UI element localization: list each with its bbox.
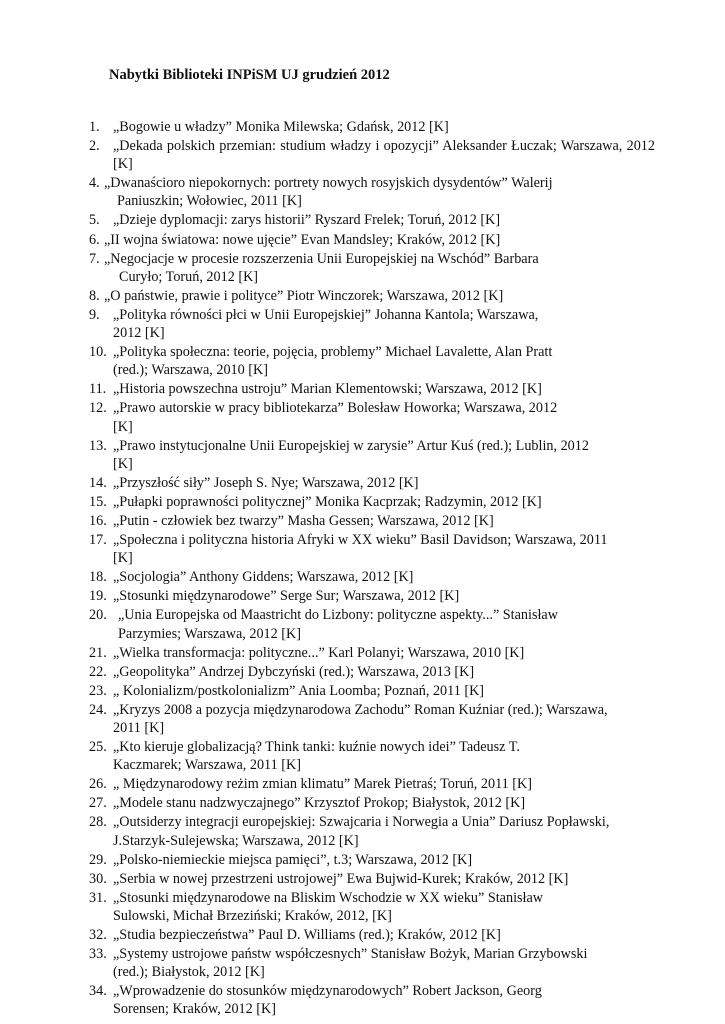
item-text: „Geopolityka” Andrzej Dybczyński (red.); Warszawa, 2013 [K] xyxy=(113,663,475,680)
item-number: 25. xyxy=(89,739,107,756)
item-text: „Polityka równości płci w Unii Europejskiej” Johanna Kantola; Warszawa, 2012 [K] xyxy=(113,306,539,342)
item-text: „Studia bezpieczeństwa” Paul D. Williams (red.); Kraków, 2012 [K] xyxy=(113,927,501,944)
list-item xyxy=(0,945,725,981)
item-text: „Prawo instytucjonalne Unii Europejskiej w zarysie” Artur Kuś (red.); Lublin, 2012 [K] xyxy=(113,437,589,472)
item-text: „Historia powszechna ustroju” Marian Klementowski; Warszawa, 2012 [K] xyxy=(113,381,542,398)
item-text: „Stosunki międzynarodowe” Serge Sur; Warszawa, 2012 [K] xyxy=(113,588,460,605)
item-text: „Prawo autorskie w pracy bibliotekarza” Bolesław Howorka; Warszawa, 2012 [K] xyxy=(113,400,558,435)
item-text: „O państwie, prawie i polityce” Piotr Winczorek; Warszawa, 2012 [K] xyxy=(104,287,504,304)
list-item xyxy=(0,982,725,1018)
item-number: 27. xyxy=(89,795,107,812)
item-text: „Putin - człowiek bez twarzy” Masha Gessen; Warszawa, 2012 [K] xyxy=(113,512,494,529)
item-number: 16. xyxy=(89,512,107,529)
item-number: 8. xyxy=(89,287,100,304)
item-text: „Polsko-niemieckie miejsca pamięci”, t.3; Warszawa, 2012 [K] xyxy=(113,851,473,868)
item-text: „Wielka transformacja: polityczne...” Karl Polanyi; Warszawa, 2010 [K] xyxy=(113,644,525,661)
list-item xyxy=(0,250,725,286)
item-number: 30. xyxy=(89,870,107,887)
item-text: „Bogowie u władzy” Monika Milewska; Gdańsk, 2012 [K] xyxy=(113,119,449,135)
item-number: 11. xyxy=(89,381,107,398)
item-text: „Modele stanu nadzwyczajnego” Krzysztof Prokop; Białystok, 2012 [K] xyxy=(113,795,526,812)
list-item xyxy=(0,137,725,173)
item-number: 15. xyxy=(89,493,107,510)
item-number: 18. xyxy=(89,569,107,586)
list-item xyxy=(0,851,725,869)
list-item xyxy=(0,568,725,586)
item-number: 4. xyxy=(89,175,100,192)
item-text: „Kto kieruje globalizacją? Think tanki: kuźnie nowych idei” Tadeusz T. Kaczmarek; Warszawa, 2011 [K] xyxy=(113,739,520,774)
item-number: 14. xyxy=(89,474,107,491)
item-number: 10. xyxy=(89,344,107,361)
item-text: „Pułapki poprawności politycznej” Monika Kacprzak; Radzymin, 2012 [K] xyxy=(113,493,542,510)
item-number: 22. xyxy=(89,663,107,680)
item-text: „Polityka społeczna: teorie, pojęcia, problemy” Michael Lavalette, Alan Pratt (red.); Warszawa, 2010 [K] xyxy=(113,344,553,379)
list-item xyxy=(0,399,725,435)
item-number: 23. xyxy=(89,682,107,699)
item-text: „Negocjacje w procesie rozszerzenia Unii Europejskiej na Wschód” Barbara Curyło; Toruń, 2012 [K] xyxy=(104,250,539,285)
item-number: 1. xyxy=(89,119,100,135)
item-text: „Dzieje dyplomacji: zarys historii” Ryszard Frelek; Toruń, 2012 [K] xyxy=(113,212,501,229)
item-text: „Outsiderzy integracji europejskiej: Szwajcaria i Norwegia a Unia” Dariusz Popławski, J.Starzyk-Sulejewska; Warszawa, 2012 [K] xyxy=(113,814,610,849)
acquisitions-list xyxy=(0,118,725,1020)
item-number: 19. xyxy=(89,588,107,605)
list-item xyxy=(0,531,725,567)
list-item xyxy=(0,889,725,925)
list-item xyxy=(0,644,725,662)
item-number: 33. xyxy=(89,946,107,963)
item-number: 28. xyxy=(89,814,107,831)
list-item xyxy=(0,287,725,305)
item-number: 20. xyxy=(89,607,107,624)
item-number: 29. xyxy=(89,851,107,868)
item-text: „Wprowadzenie do stosunków międzynarodowych” Robert Jackson, Georg Sorensen; Kraków, 2012 [K] xyxy=(113,983,542,1018)
item-text: „ Kolonializm/postkolonializm” Ania Loomba; Poznań, 2011 [K] xyxy=(113,682,485,699)
item-text: „Kryzys 2008 a pozycja międzynarodowa Zachodu” Roman Kuźniar (red.); Warszawa, 2011 [K] xyxy=(113,701,608,736)
item-number: 7. xyxy=(89,250,100,267)
item-text: „ Międzynarodowy reżim zmian klimatu” Marek Pietraś; Toruń, 2011 [K] xyxy=(113,776,532,793)
item-number: 34. xyxy=(89,983,107,1000)
list-item xyxy=(0,663,725,681)
list-item xyxy=(0,870,725,888)
item-text: „Dekada polskich przemian: studium władzy i opozycji” Aleksander Łuczak; Warszawa, 2012 [K] xyxy=(113,138,655,173)
item-number: 6. xyxy=(89,231,100,248)
item-number: 32. xyxy=(89,927,107,944)
list-item xyxy=(0,211,725,229)
item-number: 17. xyxy=(89,532,107,549)
list-item xyxy=(0,474,725,492)
item-text: „Serbia w nowej przestrzeni ustrojowej” Ewa Bujwid-Kurek; Kraków, 2012 [K] xyxy=(113,870,569,887)
list-item xyxy=(0,606,725,642)
list-item xyxy=(0,701,725,737)
list-item xyxy=(0,231,725,249)
list-item xyxy=(0,174,725,210)
list-item xyxy=(0,343,725,379)
list-item xyxy=(0,118,725,136)
item-number: 2. xyxy=(89,138,100,155)
item-number: 31. xyxy=(89,889,107,906)
item-number: 21. xyxy=(89,644,107,661)
list-item xyxy=(0,794,725,812)
item-number: 9. xyxy=(89,306,100,323)
item-text: „Systemy ustrojowe państw współczesnych” Stanisław Bożyk, Marian Grzybowski (red.); Białystok, 2012 [K] xyxy=(113,946,588,981)
list-item xyxy=(0,512,725,530)
page-title: Nabytki Biblioteki INPiSM UJ grudzień 2012 xyxy=(109,67,390,83)
list-item xyxy=(0,682,725,700)
list-item xyxy=(0,306,725,342)
item-text: „Dwanaścioro niepokornych: portrety nowych rosyjskich dysydentów” Walerij Paniuszkin; Wołowiec, 2011 [K] xyxy=(104,175,553,210)
item-number: 12. xyxy=(89,400,107,417)
list-item xyxy=(0,926,725,944)
list-item xyxy=(0,775,725,793)
item-number: 13. xyxy=(89,437,107,454)
list-item xyxy=(0,380,725,398)
item-number: 5. xyxy=(89,212,100,229)
list-item xyxy=(0,813,725,849)
item-text: „Społeczna i polityczna historia Afryki w XX wieku” Basil Davidson; Warszawa, 2011 [K] xyxy=(113,532,608,567)
item-number: 24. xyxy=(89,701,107,718)
list-item xyxy=(0,493,725,511)
item-number: 26. xyxy=(89,776,107,793)
item-text: „Unia Europejska od Maastricht do Lizbony: polityczne aspekty...” Stanisław Parzymies; Warszawa, 2012 [K] xyxy=(118,607,558,642)
item-text: „II wojna światowa: nowe ujęcie” Evan Mandsley; Kraków, 2012 [K] xyxy=(104,231,501,248)
list-item xyxy=(0,738,725,774)
item-text: „Stosunki międzynarodowe na Bliskim Wschodzie w XX wieku” Stanisław Sulowski, Michał Brzeziński; Kraków, 2012, [K] xyxy=(113,889,544,924)
list-item xyxy=(0,437,725,473)
item-text: „Przyszłość siły” Joseph S. Nye; Warszawa, 2012 [K] xyxy=(113,474,419,491)
list-item xyxy=(0,587,725,605)
item-text: „Socjologia” Anthony Giddens; Warszawa, 2012 [K] xyxy=(113,569,414,586)
